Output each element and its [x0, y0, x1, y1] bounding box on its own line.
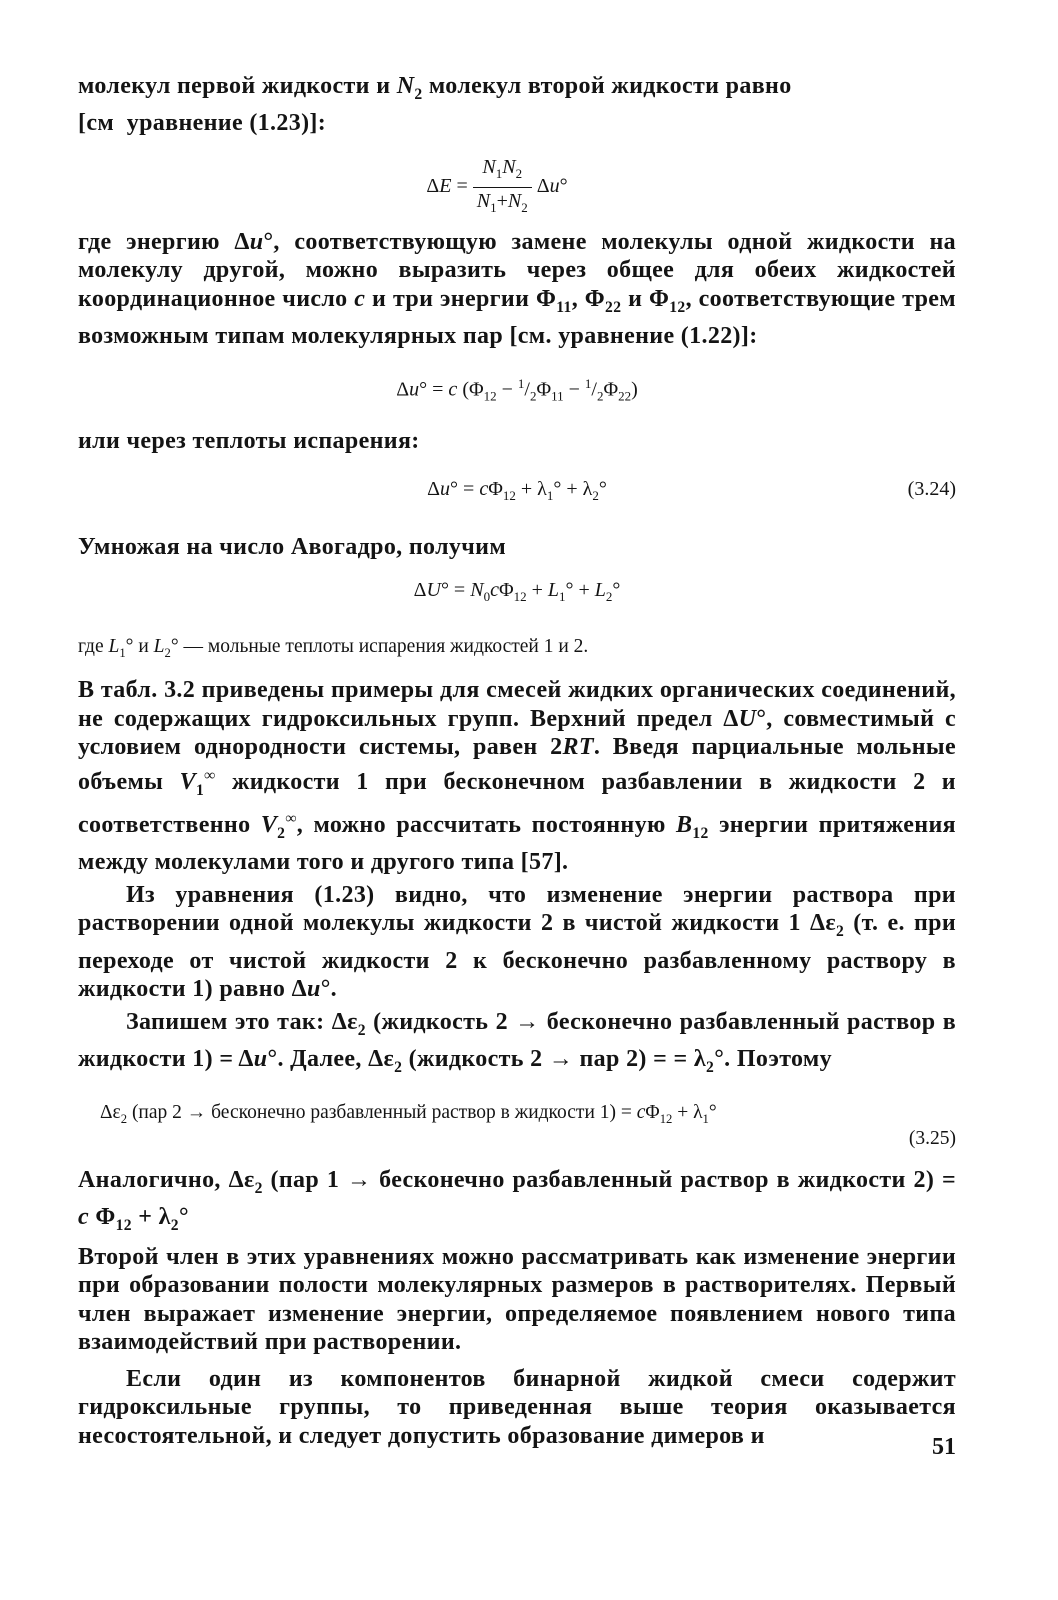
paragraph: молекул первой жидкости и $N_2$ молекул второй жидкости равно [см уравнение (1.23)]:: [78, 73, 792, 137]
paragraph: В табл. 3.2 приведены примеры для смесей жидких органических соединений, не содержащих гидроксильных групп. Верхний предел ΔU°, совместимый с условием однородности системы, равен 2RT. Введя парциальные мольные объемы $V_1^\infty$ жидкости 1 при бесконечном разбавлении в жидкости 2 и соответственно $V_2^\infty$, можно рассчитать постоянную $B_{12}$ энергии притяжения между молекулами того и другого типа [57].: [78, 677, 957, 876]
paragraph: или через теплоты испарения:: [78, 428, 420, 455]
formula: $\Delta U^\circ = N_0c\Phi_{12} + L_1^\circ + L_2^\circ$: [413, 579, 621, 605]
equation-number: (3.25): [908, 1128, 956, 1150]
formula: $\Delta\varepsilon_2$ (пар 2 → бесконечно разбавленный раствор в жидкости $1) = c\Phi_{12} + \lambda_1^\circ$ (3.25): [78, 1100, 956, 1152]
formula: Δu° = c $(\Phi_{12} - ^1/_2\Phi_{11} - ^1/_2\Phi_{22})$: [396, 375, 638, 404]
paragraph: где $L_1^\circ$ и $L_2^\circ$ — мольные теплоты испарения жидкостей 1 и 2.: [78, 636, 589, 661]
paragraph: Запишем это так: $\Delta\varepsilon_2$ (жидкость 2 → бесконечно разбавленный раствор в жидкости 1) = Δu°. Далее, $\Delta\varepsilon_2$ (жидкость 2 → пар 2) = = $\lambda_2^\circ$. Поэтому: [78, 1008, 957, 1076]
formula: $\Delta u^\circ = c\Phi_{12} + \lambda_1^\circ + \lambda_2^\circ$ (3.24): [427, 477, 956, 503]
paragraph: Второй член в этих уравнениях можно рассматривать как изменение энергии при образовании полости молекулярных размеров в растворителях. Первый член выражает изменение энергии, определяемое появлением нового типа взаимодействий при растворении.: [78, 1243, 956, 1356]
paragraph: где энергию Δu°, соответствующую замене молекулы одной жидкости на молекулу другой, можно выразить через общее для обеих жидкостей координационное число c и три энергии $\Phi_{11}$, $\Phi_{22}$ и $\Phi_{12}$, соответствующие трем возможным типам молекулярных пар [см. уравнение (1.22)]:: [78, 228, 957, 350]
formula: ΔE = $\frac{N_1N_2}{N_1+N_2}$ Δu°: [426, 155, 568, 215]
paragraph: Если один из компонентов бинарной жидкой смеси содержит гидроксильные группы, то приведенная выше теория оказывается несостоятельной, и следует допустить образование димеров и: [78, 1365, 956, 1449]
equation-number: (3.24): [907, 477, 956, 500]
paragraph: Умножая на число Авогадро, получим: [78, 533, 507, 560]
paragraph: Аналогично, $\Delta\varepsilon_2$ (пар 1 → бесконечно разбавленный раствор в жидкости 2) = c $\Phi_{12} + \lambda_2^\circ$: [78, 1167, 956, 1235]
paragraph: Из уравнения (1.23) видно, что изменение энергии раствора при растворении одной молекулы жидкости 2 в чистой жидкости 1 $\Delta\varepsilon_2$ (т. е. при переходе от чистой жидкости 2 к бесконечно разбавленному раствору в жидкости 1) равно Δu°.: [78, 881, 956, 1003]
page-body: [78, 72, 957, 1460]
page-number: 51: [932, 1434, 956, 1460]
